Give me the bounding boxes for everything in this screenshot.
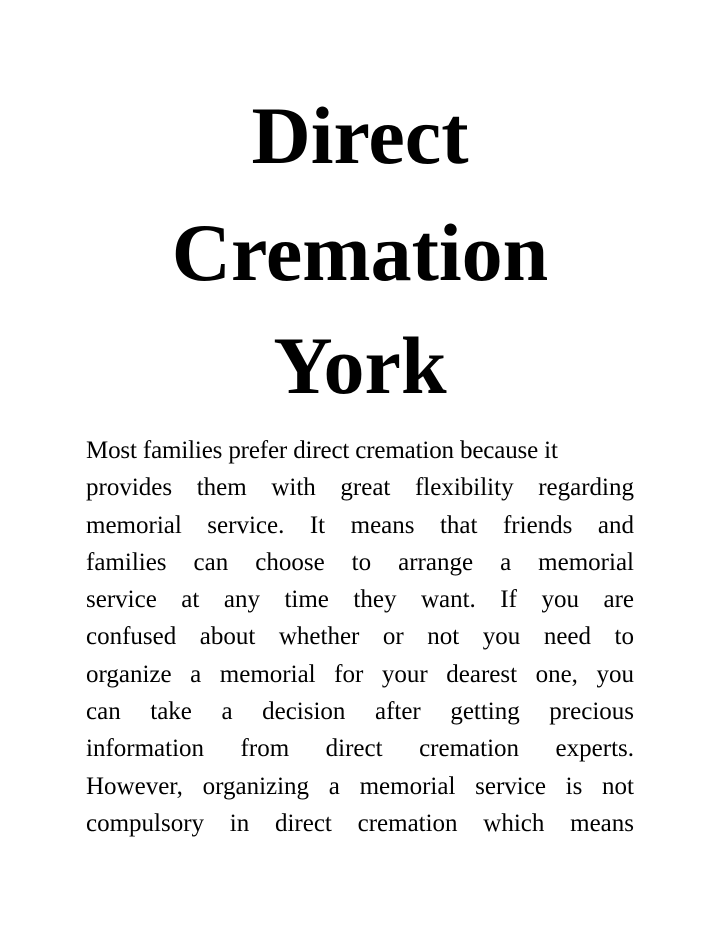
body-line: Most families prefer direct cremation because it [86,437,558,464]
body-line: service at any time they want. If you are [86,586,634,614]
page-title-line-1: Direct [251,90,469,181]
body-line: organize a memorial for your dearest one, you [86,660,634,688]
body-line: However, organizing a memorial service is not [86,772,634,800]
page-title-line-2: Cremation [171,207,549,298]
body-paragraph [86,432,634,842]
body-line: families can choose to arrange a memorial [86,548,634,576]
body-line: confused about whether or not you need to [86,623,634,651]
body-line: provides them with great flexibility regarding [86,474,634,502]
page-title-line-3: York [273,320,447,411]
body-line: can take a decision after getting precious [86,698,634,726]
body-line: information from direct cremation experts. [86,735,634,763]
body-line: compulsory in direct cremation which means [86,809,634,837]
body-line: memorial service. It means that friends and [86,511,634,539]
